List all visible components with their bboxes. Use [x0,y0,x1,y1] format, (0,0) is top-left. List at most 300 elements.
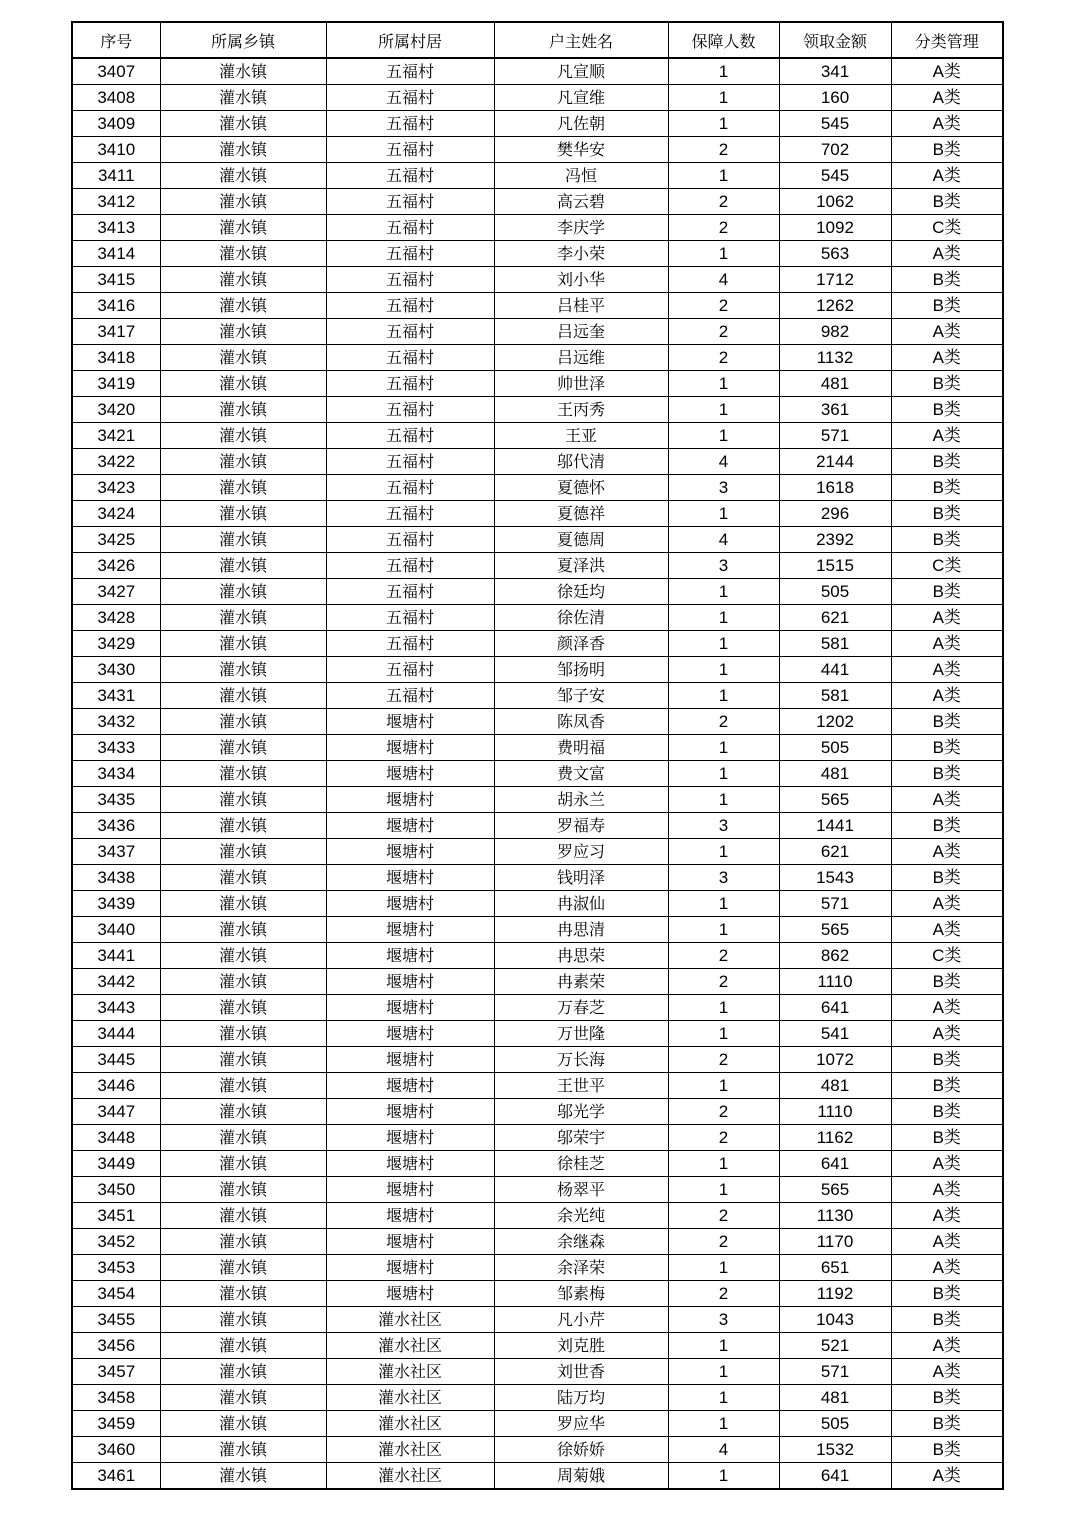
cell-covered-persons: 1 [668,163,779,189]
cell-householder-name: 王丙秀 [494,397,668,423]
cell-village: 堰塘村 [326,943,494,969]
cell-covered-persons: 3 [668,865,779,891]
cell-covered-persons: 1 [668,579,779,605]
cell-township: 灌水镇 [160,137,326,163]
cell-covered-persons: 2 [668,1281,779,1307]
cell-covered-persons: 1 [668,917,779,943]
cell-village: 五福村 [326,683,494,709]
cell-householder-name: 徐佐清 [494,605,668,631]
cell-category: B类 [891,865,1003,891]
cell-category: B类 [891,969,1003,995]
cell-covered-persons: 1 [668,85,779,111]
table-row [72,215,1003,241]
cell-village: 五福村 [326,189,494,215]
cell-amount: 1132 [779,345,891,371]
cell-householder-name: 陈凤香 [494,709,668,735]
cell-village: 五福村 [326,267,494,293]
cell-category: A类 [891,345,1003,371]
cell-serial-number: 3416 [72,293,160,319]
cell-covered-persons: 4 [668,267,779,293]
cell-village: 堰塘村 [326,761,494,787]
cell-householder-name: 冯恒 [494,163,668,189]
table-row [72,1359,1003,1385]
cell-householder-name: 帅世泽 [494,371,668,397]
cell-serial-number: 3422 [72,449,160,475]
cell-village: 堰塘村 [326,1125,494,1151]
cell-amount: 341 [779,58,891,85]
cell-serial-number: 3460 [72,1437,160,1463]
table-row [72,813,1003,839]
cell-category: B类 [891,1437,1003,1463]
cell-serial-number: 3442 [72,969,160,995]
cell-township: 灌水镇 [160,1073,326,1099]
cell-category: A类 [891,787,1003,813]
cell-township: 灌水镇 [160,501,326,527]
cell-township: 灌水镇 [160,943,326,969]
cell-village: 五福村 [326,293,494,319]
cell-covered-persons: 1 [668,631,779,657]
cell-amount: 1441 [779,813,891,839]
cell-township: 灌水镇 [160,787,326,813]
cell-township: 灌水镇 [160,1359,326,1385]
table-row [72,1281,1003,1307]
cell-township: 灌水镇 [160,319,326,345]
cell-township: 灌水镇 [160,995,326,1021]
cell-covered-persons: 2 [668,1125,779,1151]
cell-amount: 1072 [779,1047,891,1073]
table-row [72,449,1003,475]
cell-serial-number: 3413 [72,215,160,241]
cell-village: 堰塘村 [326,735,494,761]
cell-category: A类 [891,1255,1003,1281]
cell-serial-number: 3445 [72,1047,160,1073]
cell-village: 堰塘村 [326,1255,494,1281]
cell-village: 五福村 [326,58,494,85]
cell-householder-name: 刘世香 [494,1359,668,1385]
table-row [72,1463,1003,1490]
cell-serial-number: 3421 [72,423,160,449]
header-amount: 领取金额 [779,22,891,58]
cell-village: 堰塘村 [326,1177,494,1203]
cell-category: A类 [891,891,1003,917]
table-row [72,1151,1003,1177]
cell-category: A类 [891,241,1003,267]
cell-amount: 1515 [779,553,891,579]
cell-amount: 2144 [779,449,891,475]
cell-village: 五福村 [326,163,494,189]
cell-covered-persons: 1 [668,1255,779,1281]
cell-amount: 505 [779,579,891,605]
cell-serial-number: 3436 [72,813,160,839]
table-row [72,371,1003,397]
cell-covered-persons: 1 [668,1385,779,1411]
cell-village: 五福村 [326,605,494,631]
cell-householder-name: 杨翠平 [494,1177,668,1203]
cell-covered-persons: 1 [668,605,779,631]
cell-serial-number: 3444 [72,1021,160,1047]
cell-category: B类 [891,709,1003,735]
cell-amount: 571 [779,1359,891,1385]
cell-amount: 361 [779,397,891,423]
cell-village: 灌水社区 [326,1385,494,1411]
cell-amount: 505 [779,1411,891,1437]
cell-serial-number: 3438 [72,865,160,891]
cell-amount: 581 [779,683,891,709]
cell-covered-persons: 3 [668,1307,779,1333]
cell-amount: 1170 [779,1229,891,1255]
cell-covered-persons: 1 [668,995,779,1021]
cell-category: B类 [891,1281,1003,1307]
cell-serial-number: 3431 [72,683,160,709]
cell-householder-name: 夏德周 [494,527,668,553]
table-row [72,579,1003,605]
cell-category: B类 [891,1307,1003,1333]
cell-township: 灌水镇 [160,215,326,241]
cell-township: 灌水镇 [160,423,326,449]
cell-serial-number: 3435 [72,787,160,813]
cell-township: 灌水镇 [160,189,326,215]
cell-householder-name: 徐桂芝 [494,1151,668,1177]
cell-category: B类 [891,813,1003,839]
cell-village: 堰塘村 [326,1203,494,1229]
cell-category: B类 [891,1073,1003,1099]
cell-township: 灌水镇 [160,1385,326,1411]
cell-serial-number: 3410 [72,137,160,163]
cell-village: 堰塘村 [326,1151,494,1177]
cell-amount: 545 [779,111,891,137]
cell-amount: 1192 [779,1281,891,1307]
cell-amount: 505 [779,735,891,761]
cell-covered-persons: 1 [668,735,779,761]
cell-village: 堰塘村 [326,1021,494,1047]
cell-township: 灌水镇 [160,1281,326,1307]
table-row [72,1385,1003,1411]
cell-category: B类 [891,761,1003,787]
cell-householder-name: 王世平 [494,1073,668,1099]
cell-category: A类 [891,423,1003,449]
cell-amount: 1618 [779,475,891,501]
cell-covered-persons: 1 [668,891,779,917]
cell-category: B类 [891,1047,1003,1073]
cell-serial-number: 3414 [72,241,160,267]
cell-householder-name: 余泽荣 [494,1255,668,1281]
cell-village: 五福村 [326,371,494,397]
cell-village: 灌水社区 [326,1307,494,1333]
header-village: 所属村居 [326,22,494,58]
table-row [72,1437,1003,1463]
cell-covered-persons: 2 [668,137,779,163]
cell-serial-number: 3459 [72,1411,160,1437]
cell-serial-number: 3426 [72,553,160,579]
table-row [72,397,1003,423]
cell-serial-number: 3449 [72,1151,160,1177]
cell-category: A类 [891,657,1003,683]
cell-serial-number: 3407 [72,58,160,85]
cell-householder-name: 胡永兰 [494,787,668,813]
cell-village: 堰塘村 [326,1099,494,1125]
cell-amount: 521 [779,1333,891,1359]
table-row [72,1333,1003,1359]
cell-category: B类 [891,1125,1003,1151]
cell-covered-persons: 1 [668,423,779,449]
cell-householder-name: 万长海 [494,1047,668,1073]
table-row [72,1177,1003,1203]
cell-village: 灌水社区 [326,1463,494,1490]
table-row [72,111,1003,137]
cell-amount: 1062 [779,189,891,215]
cell-township: 灌水镇 [160,1047,326,1073]
cell-township: 灌水镇 [160,293,326,319]
table-row [72,839,1003,865]
cell-township: 灌水镇 [160,1177,326,1203]
table-row [72,85,1003,111]
cell-category: A类 [891,605,1003,631]
cell-category: B类 [891,449,1003,475]
cell-township: 灌水镇 [160,631,326,657]
table-row [72,241,1003,267]
cell-amount: 545 [779,163,891,189]
cell-covered-persons: 4 [668,1437,779,1463]
cell-village: 五福村 [326,137,494,163]
cell-township: 灌水镇 [160,371,326,397]
cell-householder-name: 高云碧 [494,189,668,215]
cell-covered-persons: 2 [668,215,779,241]
table-row [72,1229,1003,1255]
cell-category: A类 [891,1333,1003,1359]
header-row [72,22,1003,58]
cell-village: 堰塘村 [326,787,494,813]
cell-covered-persons: 1 [668,1151,779,1177]
cell-householder-name: 邹子安 [494,683,668,709]
cell-township: 灌水镇 [160,1151,326,1177]
cell-township: 灌水镇 [160,1463,326,1490]
cell-householder-name: 冉素荣 [494,969,668,995]
cell-township: 灌水镇 [160,917,326,943]
cell-householder-name: 刘小华 [494,267,668,293]
cell-category: C类 [891,215,1003,241]
cell-category: B类 [891,527,1003,553]
table-row [72,1073,1003,1099]
cell-amount: 982 [779,319,891,345]
table-row [72,1125,1003,1151]
cell-serial-number: 3437 [72,839,160,865]
cell-householder-name: 吕远奎 [494,319,668,345]
header-township: 所属乡镇 [160,22,326,58]
cell-township: 灌水镇 [160,163,326,189]
cell-serial-number: 3430 [72,657,160,683]
cell-village: 五福村 [326,527,494,553]
cell-householder-name: 邬代清 [494,449,668,475]
table-row [72,293,1003,319]
cell-householder-name: 凡佐朝 [494,111,668,137]
cell-serial-number: 3439 [72,891,160,917]
cell-householder-name: 余光纯 [494,1203,668,1229]
cell-village: 堰塘村 [326,1229,494,1255]
cell-village: 五福村 [326,475,494,501]
cell-village: 五福村 [326,579,494,605]
cell-serial-number: 3433 [72,735,160,761]
cell-village: 堰塘村 [326,969,494,995]
cell-amount: 651 [779,1255,891,1281]
cell-category: A类 [891,1177,1003,1203]
cell-covered-persons: 1 [668,58,779,85]
cell-township: 灌水镇 [160,111,326,137]
cell-township: 灌水镇 [160,1099,326,1125]
cell-covered-persons: 1 [668,397,779,423]
cell-village: 五福村 [326,345,494,371]
cell-householder-name: 陆万均 [494,1385,668,1411]
cell-householder-name: 王亚 [494,423,668,449]
cell-township: 灌水镇 [160,839,326,865]
cell-township: 灌水镇 [160,1255,326,1281]
cell-amount: 481 [779,761,891,787]
cell-township: 灌水镇 [160,1411,326,1437]
table-row [72,189,1003,215]
table-row [72,553,1003,579]
cell-covered-persons: 3 [668,553,779,579]
cell-township: 灌水镇 [160,1307,326,1333]
cell-covered-persons: 1 [668,787,779,813]
cell-village: 堰塘村 [326,995,494,1021]
cell-serial-number: 3415 [72,267,160,293]
cell-amount: 621 [779,605,891,631]
table-row [72,657,1003,683]
table-row [72,527,1003,553]
cell-householder-name: 吕远维 [494,345,668,371]
cell-serial-number: 3428 [72,605,160,631]
cell-serial-number: 3418 [72,345,160,371]
cell-amount: 1110 [779,1099,891,1125]
cell-village: 堰塘村 [326,1073,494,1099]
cell-village: 五福村 [326,449,494,475]
cell-covered-persons: 1 [668,241,779,267]
cell-category: B类 [891,735,1003,761]
cell-category: A类 [891,917,1003,943]
cell-amount: 441 [779,657,891,683]
cell-covered-persons: 2 [668,345,779,371]
cell-township: 灌水镇 [160,969,326,995]
cell-serial-number: 3420 [72,397,160,423]
cell-covered-persons: 1 [668,1463,779,1490]
cell-covered-persons: 1 [668,1359,779,1385]
cell-category: A类 [891,631,1003,657]
cell-covered-persons: 1 [668,501,779,527]
cell-amount: 296 [779,501,891,527]
cell-amount: 481 [779,1073,891,1099]
cell-serial-number: 3441 [72,943,160,969]
cell-covered-persons: 1 [668,761,779,787]
table-row [72,475,1003,501]
cell-serial-number: 3451 [72,1203,160,1229]
cell-category: A类 [891,1229,1003,1255]
table-row [72,163,1003,189]
cell-covered-persons: 1 [668,1073,779,1099]
cell-village: 五福村 [326,423,494,449]
cell-township: 灌水镇 [160,1021,326,1047]
cell-covered-persons: 1 [668,683,779,709]
cell-township: 灌水镇 [160,449,326,475]
cell-householder-name: 万春芝 [494,995,668,1021]
cell-village: 五福村 [326,241,494,267]
table-body [72,58,1003,1489]
cell-householder-name: 万世隆 [494,1021,668,1047]
cell-householder-name: 邹素梅 [494,1281,668,1307]
cell-amount: 571 [779,423,891,449]
header-serial-number: 序号 [72,22,160,58]
cell-village: 堰塘村 [326,709,494,735]
cell-category: B类 [891,1385,1003,1411]
cell-serial-number: 3424 [72,501,160,527]
cell-township: 灌水镇 [160,1203,326,1229]
cell-amount: 1712 [779,267,891,293]
cell-serial-number: 3458 [72,1385,160,1411]
cell-covered-persons: 1 [668,839,779,865]
cell-category: B类 [891,137,1003,163]
table-row [72,137,1003,163]
cell-covered-persons: 2 [668,189,779,215]
cell-amount: 1092 [779,215,891,241]
cell-township: 灌水镇 [160,605,326,631]
cell-amount: 702 [779,137,891,163]
cell-serial-number: 3434 [72,761,160,787]
cell-serial-number: 3423 [72,475,160,501]
table-row [72,1255,1003,1281]
cell-township: 灌水镇 [160,735,326,761]
cell-category: B类 [891,1099,1003,1125]
table-row [72,995,1003,1021]
cell-category: A类 [891,1463,1003,1490]
cell-township: 灌水镇 [160,1333,326,1359]
cell-village: 五福村 [326,215,494,241]
cell-township: 灌水镇 [160,85,326,111]
cell-covered-persons: 3 [668,475,779,501]
cell-householder-name: 邬荣宇 [494,1125,668,1151]
cell-covered-persons: 2 [668,319,779,345]
cell-householder-name: 夏泽洪 [494,553,668,579]
cell-category: A类 [891,683,1003,709]
cell-amount: 565 [779,787,891,813]
table-row [72,1021,1003,1047]
cell-amount: 1202 [779,709,891,735]
cell-township: 灌水镇 [160,683,326,709]
cell-covered-persons: 1 [668,111,779,137]
cell-amount: 641 [779,1463,891,1490]
table-row [72,891,1003,917]
cell-village: 堰塘村 [326,1281,494,1307]
cell-category: B类 [891,1411,1003,1437]
cell-serial-number: 3447 [72,1099,160,1125]
cell-township: 灌水镇 [160,865,326,891]
cell-category: B类 [891,475,1003,501]
cell-township: 灌水镇 [160,267,326,293]
cell-householder-name: 余继森 [494,1229,668,1255]
cell-householder-name: 李小荣 [494,241,668,267]
cell-village: 五福村 [326,553,494,579]
cell-category: B类 [891,371,1003,397]
cell-householder-name: 夏德怀 [494,475,668,501]
cell-householder-name: 费明福 [494,735,668,761]
cell-category: C类 [891,553,1003,579]
cell-category: B类 [891,293,1003,319]
table-row [72,58,1003,85]
cell-village: 灌水社区 [326,1359,494,1385]
cell-township: 灌水镇 [160,345,326,371]
cell-householder-name: 冉思清 [494,917,668,943]
cell-village: 五福村 [326,111,494,137]
cell-village: 堰塘村 [326,813,494,839]
cell-category: A类 [891,839,1003,865]
cell-category: A类 [891,319,1003,345]
